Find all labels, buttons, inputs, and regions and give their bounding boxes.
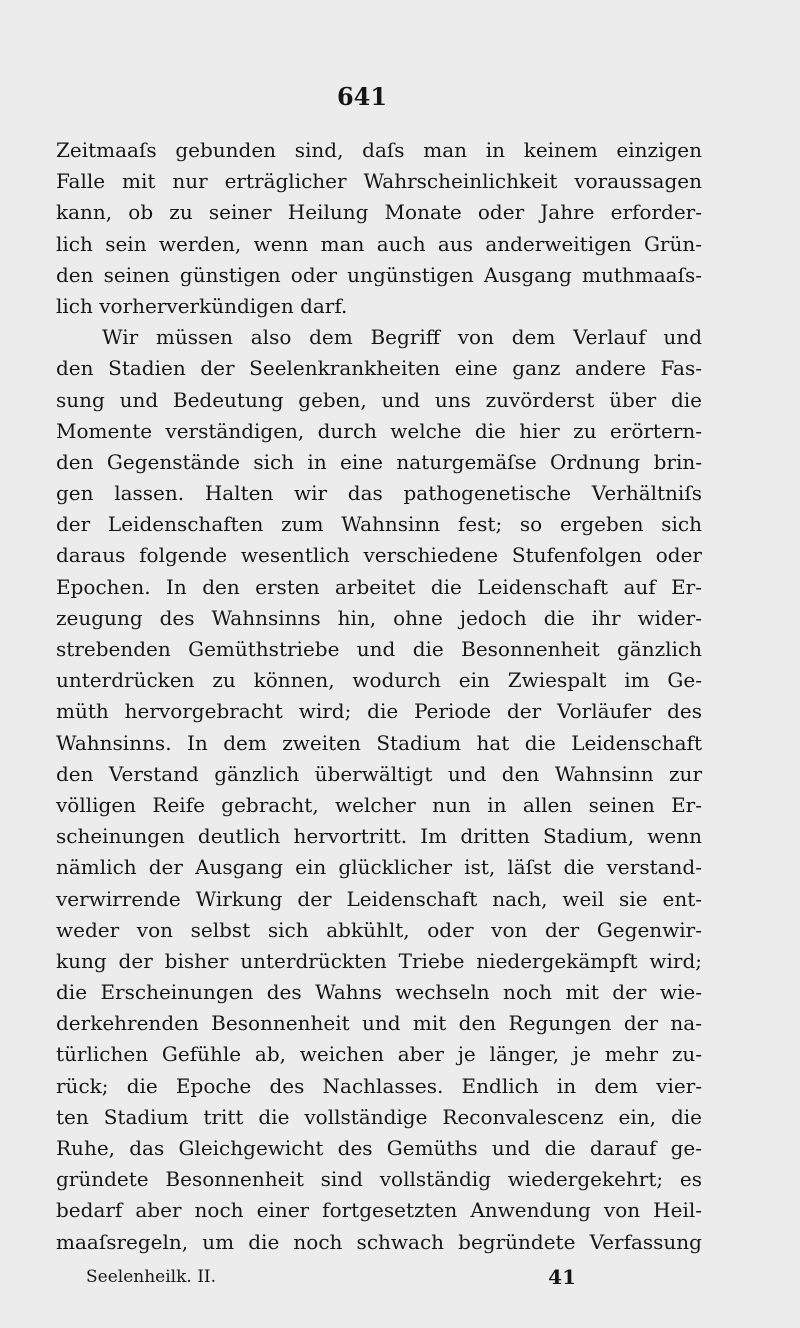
text-line: müth hervorgebracht wird; die Periode der Vorläufer des [56, 699, 702, 724]
text-line: unterdrücken zu können, wodurch ein Zwiespalt im Ge- [56, 668, 702, 693]
text-line: derkehrenden Besonnenheit und mit den Regungen der na- [56, 1011, 702, 1036]
text-line: gründete Besonnenheit sind vollständig wiedergekehrt; es [56, 1167, 702, 1192]
body-text [56, 135, 702, 1258]
text-line: Zeitmaaſs gebunden sind, daſs man in keinem einzigen [56, 138, 702, 162]
text-line: sung und Bedeutung geben, und uns zuvörderst über die [56, 387, 702, 412]
text-line: nämlich der Ausgang ein glücklicher ist, läſst die verstand- [56, 855, 702, 880]
text-line: kann, ob zu seiner Heilung Monate oder Jahre erforder- [56, 200, 702, 225]
text-line: den Stadien der Seelenkrankheiten eine ganz andere Fas- [56, 356, 702, 381]
text-line: Momente verständigen, durch welche die hier zu erörtern- [56, 418, 702, 443]
text-line: bedarf aber noch einer fortgesetzten Anwendung von Heil- [56, 1198, 702, 1223]
text-line: weder von selbst sich abkühlt, oder von der Gegenwir- [56, 917, 702, 942]
text-line: lich vorherverkündigen darf. [56, 293, 348, 318]
text-line: Wir müssen also dem Begriff von dem Verlauf und [102, 325, 702, 350]
text-line: gen lassen. Halten wir das pathogenetische Verhältniſs [56, 481, 702, 506]
text-line: Epochen. In den ersten arbeitet die Leidenschaft auf Er- [56, 574, 702, 599]
text-line: die Erscheinungen des Wahns wechseln noch mit der wie- [56, 980, 702, 1005]
text-line: strebenden Gemüthstriebe und die Besonnenheit gänzlich [56, 637, 702, 661]
text-line: zeugung des Wahnsinns hin, ohne jedoch die ihr wider- [56, 605, 702, 630]
text-line: scheinungen deutlich hervortritt. Im dritten Stadium, wenn [56, 824, 702, 849]
text-line: daraus folgende wesentlich verschiedene Stufenfolgen oder [56, 543, 702, 568]
text-line: den Verstand gänzlich überwältigt und den Wahnsinn zur [56, 761, 702, 786]
page-footer [86, 1264, 576, 1290]
text-line: verwirrende Wirkung der Leidenschaft nach, weil sie ent- [56, 886, 702, 911]
text-line: den Gegenstände sich in eine naturgemäſse Ordnung brin- [56, 449, 702, 474]
footer-signature: Seelenheilk. II. [86, 1267, 217, 1287]
text-line: Ruhe, das Gleichgewicht des Gemüths und die darauf ge- [56, 1136, 702, 1160]
text-line: maaſsregeln, um die noch schwach begründete Verfassung [56, 1229, 702, 1254]
text-line: Falle mit nur erträglicher Wahrscheinlichkeit voraussagen [56, 169, 702, 194]
text-line: türlichen Gefühle ab, weichen aber je länger, je mehr zu- [56, 1042, 702, 1067]
page-number: 641 [336, 82, 388, 111]
text-line: ten Stadium tritt die vollständige Reconvalescenz ein, die [56, 1104, 702, 1129]
text-line: kung der bisher unterdrückten Triebe niedergekämpft wird; [56, 948, 702, 973]
text-line: Wahnsinns. In dem zweiten Stadium hat die Leidenschaft [56, 730, 702, 755]
text-line: völligen Reife gebracht, welcher nun in allen seinen Er- [56, 792, 702, 817]
text-line: lich sein werden, wenn man auch aus anderweitigen Grün- [56, 231, 702, 256]
text-line: der Leidenschaften zum Wahnsinn fest; so ergeben sich [56, 512, 702, 537]
text-line: den seinen günstigen oder ungünstigen Ausgang muthmaaſs- [56, 262, 702, 287]
text-line: rück; die Epoche des Nachlasses. Endlich in dem vier- [56, 1073, 702, 1098]
footer-sheet-number: 41 [548, 1265, 576, 1289]
